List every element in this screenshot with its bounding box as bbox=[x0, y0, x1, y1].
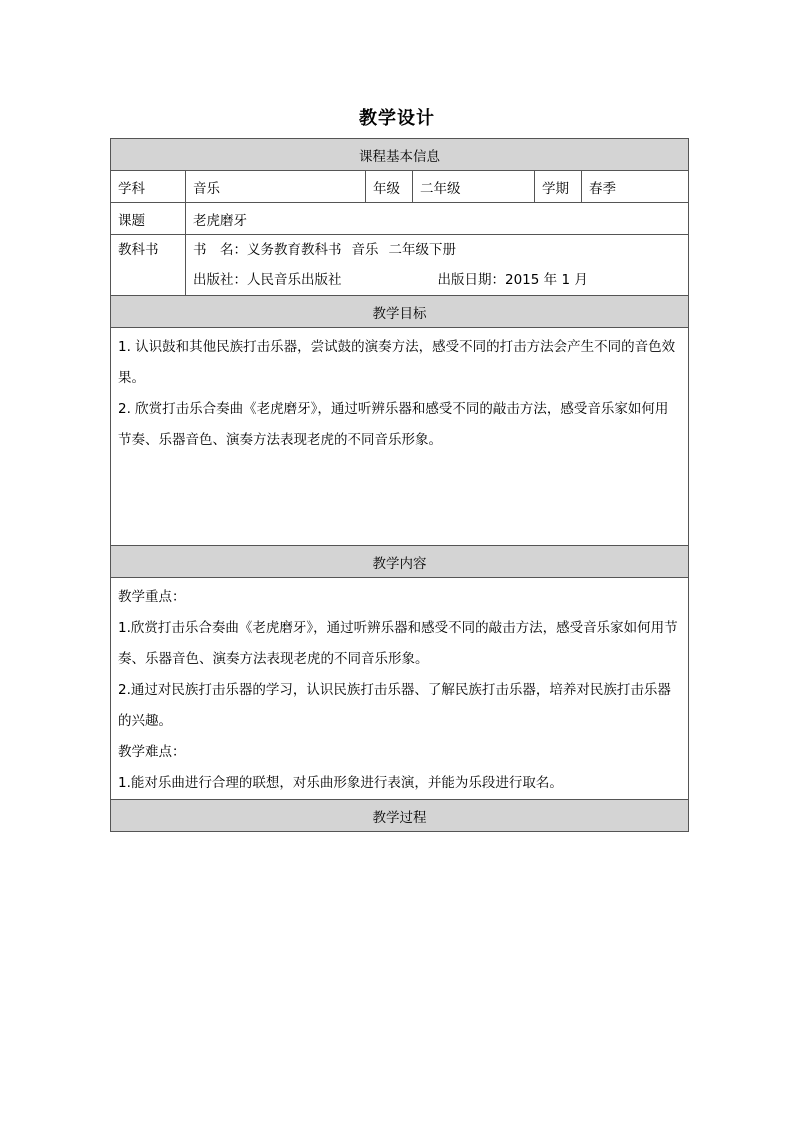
key-point-item: 2.通过对民族打击乐器的学习，认识民族打击乐器、了解民族打击乐器，培养对民族打击乐器的兴趣。 bbox=[118, 682, 671, 729]
publisher-value: 人民音乐出版社 bbox=[247, 272, 342, 288]
topic-value: 老虎磨牙 bbox=[186, 203, 689, 235]
goal-item: 2. 欣赏打击乐合奏曲《老虎磨牙》，通过听辨乐器和感受不同的敲击方法，感受音乐家如何用节奏、乐器音色、演奏方法表现老虎的不同音乐形象。 bbox=[118, 401, 669, 448]
term-value: 春季 bbox=[582, 171, 689, 203]
book-name-line bbox=[193, 235, 681, 265]
content-row bbox=[111, 578, 689, 800]
book-subject: 音乐 bbox=[351, 242, 379, 258]
textbook-label bbox=[111, 235, 186, 296]
goals-body bbox=[111, 328, 689, 546]
grade-label: 年级 bbox=[366, 171, 413, 203]
goals-header-row bbox=[111, 296, 689, 328]
goal-item: 1. 认识鼓和其他民族打击乐器，尝试鼓的演奏方法，感受不同的打击方法会产生不同的音色效果。 bbox=[118, 339, 676, 386]
textbook-value bbox=[186, 235, 689, 296]
publisher-label: 出版社： bbox=[193, 272, 247, 288]
content-body bbox=[111, 578, 689, 800]
topic-label: 课题 bbox=[111, 203, 186, 235]
subject-value: 音乐 bbox=[186, 171, 366, 203]
process-header: 教学过程 bbox=[111, 800, 689, 832]
basic-info-header-row bbox=[111, 139, 689, 171]
grade-value: 二年级 bbox=[413, 171, 535, 203]
publisher-line bbox=[193, 265, 681, 295]
content-header: 教学内容 bbox=[111, 546, 689, 578]
difficult-point-item: 1.能对乐曲进行合理的联想，对乐曲形象进行表演，并能为乐段进行取名。 bbox=[118, 775, 563, 791]
textbook-label-text: 教科书 bbox=[118, 242, 159, 258]
date-label: 出版日期： bbox=[437, 272, 505, 288]
book-series: 义务教育教科书 bbox=[247, 242, 342, 258]
goals-header: 教学目标 bbox=[111, 296, 689, 328]
subject-row bbox=[111, 171, 689, 203]
term-label: 学期 bbox=[535, 171, 582, 203]
process-header-row bbox=[111, 800, 689, 832]
date-value: 2015 年 1 月 bbox=[505, 272, 588, 288]
book-name-label: 书 名： bbox=[193, 242, 247, 258]
difficult-points-label: 教学难点： bbox=[118, 744, 186, 760]
topic-row bbox=[111, 203, 689, 235]
lesson-plan-table bbox=[110, 138, 689, 832]
subject-label: 学科 bbox=[111, 171, 186, 203]
textbook-row bbox=[111, 235, 689, 296]
key-point-item: 1.欣赏打击乐合奏曲《老虎磨牙》，通过听辨乐器和感受不同的敲击方法，感受音乐家如何用节奏、乐器音色、演奏方法表现老虎的不同音乐形象。 bbox=[118, 620, 678, 667]
key-points-label: 教学重点： bbox=[118, 589, 186, 605]
content-header-row bbox=[111, 546, 689, 578]
page-title: 教学设计 bbox=[359, 108, 435, 129]
book-volume: 二年级下册 bbox=[388, 242, 456, 258]
goals-row bbox=[111, 328, 689, 546]
basic-info-header: 课程基本信息 bbox=[111, 139, 689, 171]
